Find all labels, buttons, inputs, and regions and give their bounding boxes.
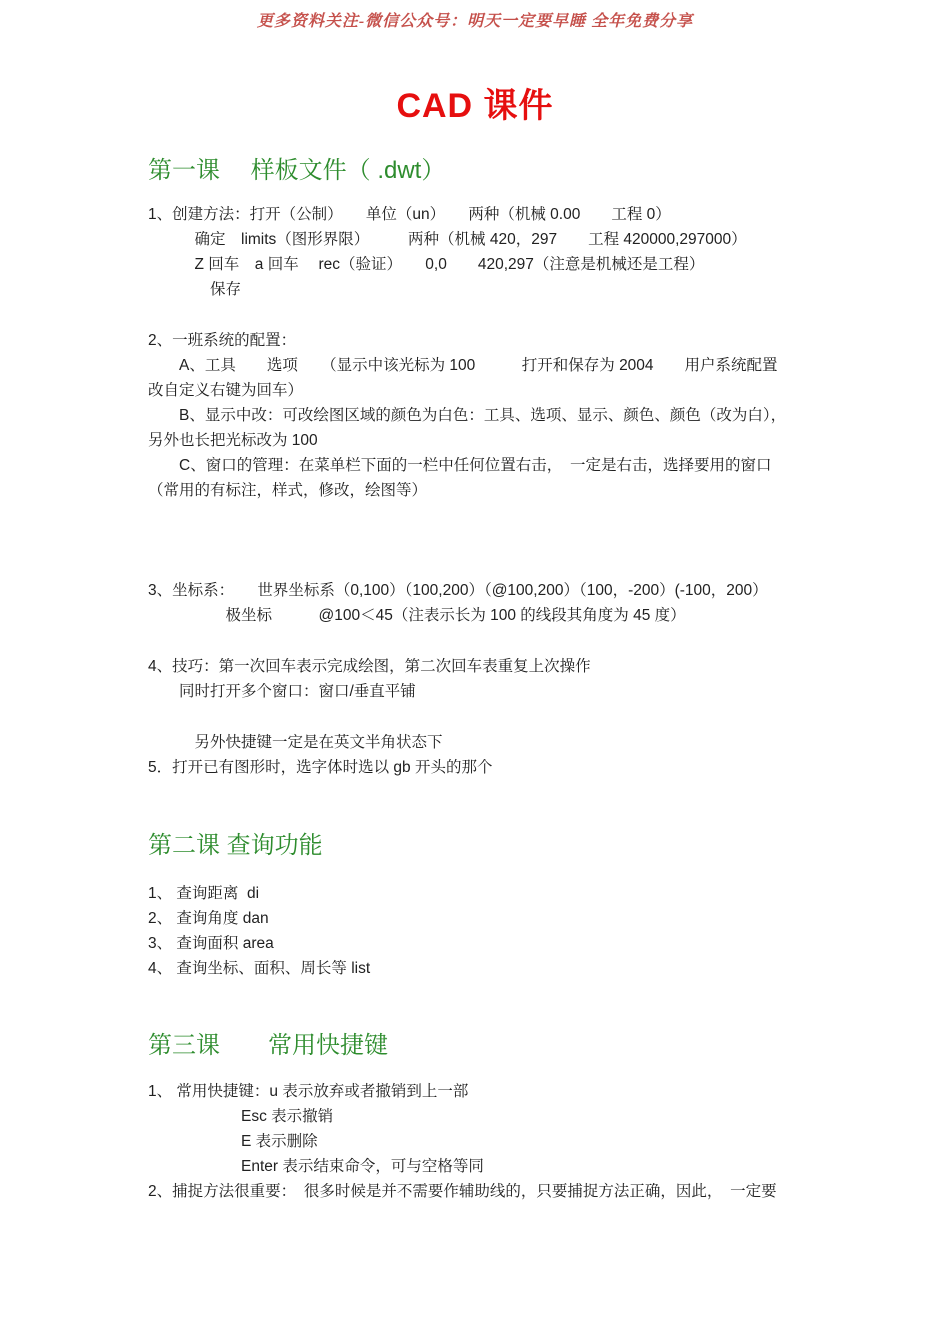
- text-line: 极坐标 @100＜45（注表示长为 100 的线段其角度为 45 度）: [148, 607, 686, 624]
- document-body: [0, 154, 950, 1204]
- text-line: A、工具 选项 （显示中该光标为 100 打开和保存为 2004 用户系统配置: [148, 357, 778, 374]
- text-line: 2、一班系统的配置：: [148, 332, 297, 349]
- page-title: CAD 课件: [396, 87, 554, 125]
- text-line: Enter 表示结束命令，可与空格等同: [148, 1158, 484, 1175]
- text-line: Esc 表示撤销: [148, 1108, 334, 1125]
- section-heading-lesson3: 第三课 常用快捷键: [148, 1032, 388, 1059]
- text-line: E 表示删除: [148, 1133, 318, 1150]
- text-line: C、窗口的管理：在菜单栏下面的一栏中任何位置右击， 一定是右击，选择要用的窗口: [148, 457, 772, 474]
- watermark-header-note: 更多资料关注-微信公众号：明天一定要早睡 全年免费分享: [256, 13, 694, 30]
- text-line: 另外也长把光标改为 100: [148, 432, 318, 449]
- lesson2-lines: [148, 881, 822, 981]
- text-line: 确定 limits（图形界限） 两种（机械 420，297 工程 420000,297000）: [148, 231, 747, 248]
- text-line: 保存: [148, 281, 242, 298]
- text-line: 1、创建方法：打开（公制） 单位（un） 两种（机械 0.00 工程 0）: [148, 206, 671, 223]
- text-line: 3、坐标系： 世界坐标系（0,100）（100,200）（@100,200）（100，-200）(-100，200）: [148, 582, 768, 599]
- text-line: 3、 查询面积 area: [148, 935, 274, 952]
- text-line: 1、 常用快捷键：u 表示放弃或者撤销到上一部: [148, 1083, 469, 1100]
- text-line: 1、 查询距离 di: [148, 885, 260, 902]
- text-line: 5．打开已有图形时，选字体时选以 gb 开头的那个: [148, 759, 493, 776]
- text-line: 同时打开多个窗口：窗口/垂直平铺: [148, 683, 416, 700]
- text-line: Z 回车 a 回车 rec（验证） 0,0 420,297（注意是机械还是工程）: [148, 256, 705, 273]
- text-line: B、显示中改：可改绘图区域的颜色为白色：工具、选项、显示、颜色、颜色（改为白），: [148, 407, 787, 424]
- lesson3-lines: [148, 1079, 822, 1204]
- text-line: 2、 查询角度 dan: [148, 910, 269, 927]
- text-line: 4、 查询坐标、面积、周长等 list: [148, 960, 371, 977]
- text-line: 改自定义右键为回车）: [148, 382, 304, 399]
- section-heading-lesson2: 第二课 查询功能: [148, 832, 323, 859]
- text-line: （常用的有标注，样式，修改，绘图等）: [148, 482, 428, 499]
- section-heading-lesson1: 第一课 样板文件（ .dwt）: [148, 157, 446, 184]
- text-line: 4、技巧：第一次回车表示完成绘图，第二次回车表重复上次操作: [148, 658, 591, 675]
- lesson1-lines: [148, 202, 822, 780]
- text-line: 2、捕捉方法很重要： 很多时候是并不需要作辅助线的，只要捕捉方法正确，因此， 一定要: [148, 1183, 777, 1200]
- text-line: 另外快捷键一定是在英文半角状态下: [148, 734, 443, 751]
